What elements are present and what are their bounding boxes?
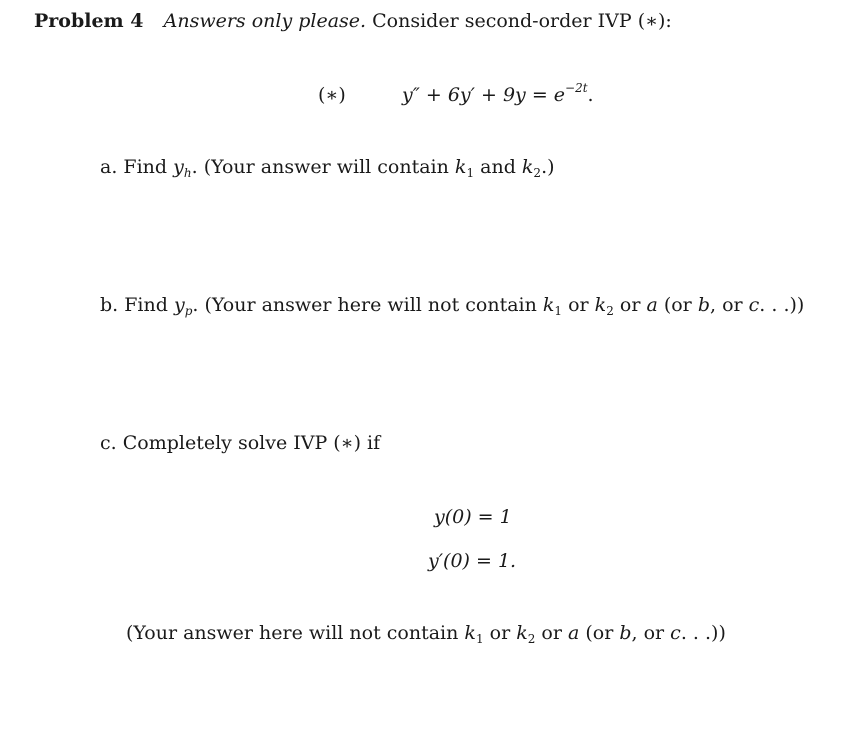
problem-header [34, 10, 672, 32]
initial-condition-2: y′(0) = 1. [428, 550, 517, 572]
part-b-b: b [697, 294, 710, 316]
part-b-dots: . . .)) [759, 294, 805, 316]
part-c-k2: k [516, 622, 528, 644]
part-c-k1-sub: 1 [475, 632, 484, 646]
initial-condition-1: y(0) = 1 [434, 506, 512, 528]
part-c-b: b [619, 622, 632, 644]
part-c-text: Completely solve IVP (∗) if [122, 432, 381, 454]
intro-text: Consider second-order IVP (∗): [372, 10, 672, 32]
part-b-find: Find [124, 294, 168, 316]
ode-exponent: −2t [565, 81, 588, 95]
part-a-k2: k [521, 156, 534, 178]
part-c-k2-sub: 2 [527, 632, 536, 646]
part-a-var-sub: h [183, 166, 192, 180]
part-b-var-sub: p [184, 304, 193, 318]
part-c-or1: or [489, 622, 511, 644]
part-a-and: and [480, 156, 516, 178]
part-c-a: a [567, 622, 580, 644]
part-b-paren: (or [663, 294, 692, 316]
ode-period: . [587, 84, 594, 106]
part-c-paren: (or [585, 622, 614, 644]
part-c-dots: . . .)) [680, 622, 726, 644]
part-b-comma: , or [709, 294, 743, 316]
part-b-note-start: . (Your answer here will not contain [192, 294, 537, 316]
part-a-k1-sub: 1 [466, 166, 475, 180]
ode-lhs: y″ + 6y′ + 9y = e [402, 84, 566, 106]
part-a-note-end: .) [541, 156, 555, 178]
part-a-k2-sub: 2 [533, 166, 542, 180]
part-b-k2: k [594, 294, 607, 316]
ode-equation [402, 81, 594, 106]
part-b-or2: or [619, 294, 641, 316]
part-b-k1-sub: 1 [554, 304, 563, 318]
part-b-label: b. [100, 294, 119, 316]
part-a-note-start: . (Your answer will contain [191, 156, 449, 178]
part-a-find: Find [123, 156, 168, 178]
part-c-k1: k [464, 622, 476, 644]
part-b-var: y [173, 294, 185, 316]
part-b [100, 294, 804, 316]
instructions: Answers only please. [163, 10, 367, 32]
part-c-label: c. [100, 432, 117, 454]
part-c-comma: , or [631, 622, 665, 644]
part-b-a: a [646, 294, 658, 316]
part-b-k2-sub: 2 [606, 304, 614, 318]
part-b-or1: or [568, 294, 589, 316]
part-b-k1: k [542, 294, 555, 316]
part-c-or2: or [541, 622, 562, 644]
part-a-k1: k [454, 156, 467, 178]
part-c-note [126, 622, 726, 644]
equation-tag: (∗) [318, 84, 346, 106]
part-c-c: c [670, 622, 681, 644]
problem-label: Problem 4 [34, 10, 144, 32]
part-b-c: c [748, 294, 760, 316]
part-a-var: y [173, 156, 184, 178]
part-a-label: a. [100, 156, 118, 178]
part-c-note-start: (Your answer here will not contain [126, 622, 459, 644]
part-c [100, 432, 380, 454]
part-a [100, 156, 555, 178]
